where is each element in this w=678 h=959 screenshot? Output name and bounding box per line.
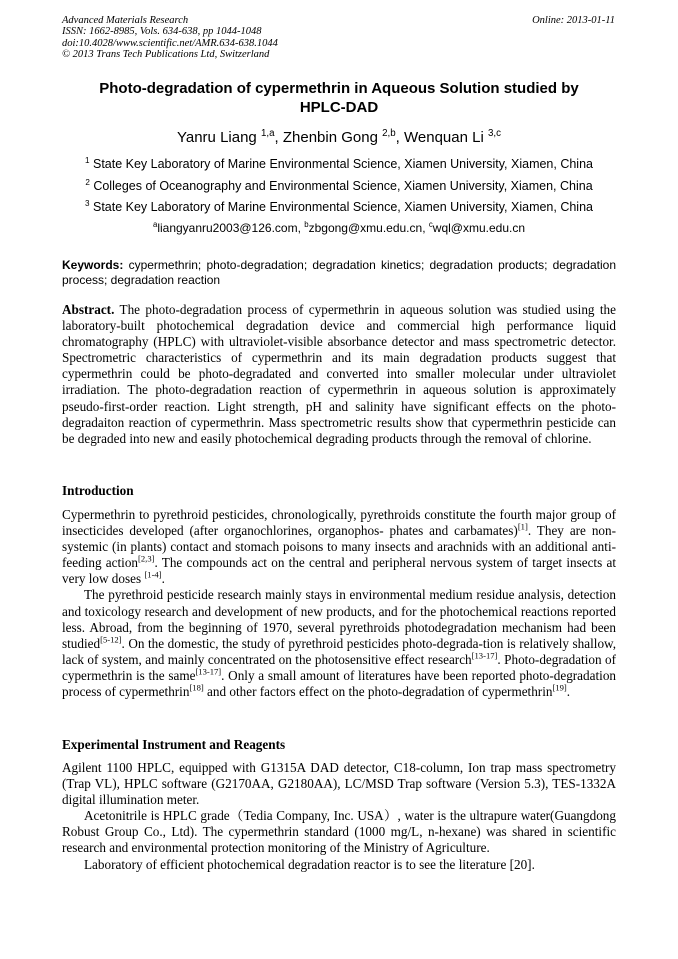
experimental-paragraph-2: Acetonitrile is HPLC grade（Tedia Company, Inc. USA）, water is the ultrapure water(Guangdong Robust Group Co., Ltd). The cypermethrin standard (1000 mg/L, n-hexane) was shared in scientific research and environmental protection monitoring of the Ministry of Agriculture. bbox=[62, 808, 616, 856]
email-address: wql@xmu.edu.cn bbox=[432, 221, 526, 235]
author-list: Yanru Liang $^{1,a}$, Zhenbin Gong $^{2,b}$, Wenquan Li $^{3,c}$ bbox=[176, 128, 501, 146]
email-address: zbgong@xmu.edu.cn, bbox=[308, 221, 426, 235]
text-run: . Only a small amount of literatures have been reported photo-degradation process of cypermethrin bbox=[62, 667, 617, 700]
text-run: and other factors effect on the photo-degradation of cypermethrin bbox=[203, 684, 553, 700]
abstract-block bbox=[62, 302, 616, 447]
introduction-heading: Introduction bbox=[62, 483, 134, 498]
email-address: liangyanru2003@126.com, bbox=[157, 221, 301, 235]
text-run: . The compounds act on the central and peripheral nervous system of target insects at very low doses bbox=[62, 555, 617, 587]
text-run: . Photo-degradation of cypermethrin is the same bbox=[62, 651, 617, 683]
online-date: Online: 2013-01-11 bbox=[532, 15, 615, 26]
copyright-line: © 2013 Trans Tech Publications Ltd, Switzerland bbox=[62, 48, 270, 60]
affiliation-text: State Key Laboratory of Marine Environmental Science, Xiamen University, Xiamen, China bbox=[92, 157, 593, 171]
author-sup: 1,a bbox=[260, 128, 275, 139]
issn-line: ISSN: 1662-8985, Vols. 634-638, pp 1044-1048 bbox=[62, 26, 262, 38]
text-run: Cypermethrin to pyrethroid pesticides, chronologically, pyrethroids constitute the fourth major group of insecticides developed (after organochlorines, organophos- phates and carbamates) bbox=[62, 507, 616, 539]
email-sup: b bbox=[304, 220, 309, 229]
author-name: Zhenbin Gong bbox=[282, 129, 378, 146]
affiliation-2 bbox=[62, 179, 616, 194]
title-line-2: HPLC-DAD bbox=[299, 99, 379, 116]
keywords-text: cypermethrin; photo-degradation; degradation kinetics; degradation products; degradation process; degradation reaction bbox=[62, 258, 617, 287]
affiliation-sup: 2 bbox=[85, 177, 90, 187]
keywords-label: Keywords: bbox=[62, 258, 124, 272]
keywords-block bbox=[62, 258, 616, 288]
journal-header bbox=[62, 15, 278, 60]
text-run: . bbox=[161, 571, 165, 587]
text-run: . bbox=[566, 684, 571, 700]
citation: [13-17] bbox=[471, 650, 498, 661]
intro-paragraph-1 bbox=[62, 507, 616, 587]
experimental-heading: Experimental Instrument and Reagents bbox=[62, 737, 286, 752]
affiliation-sup: 1 bbox=[84, 155, 90, 165]
citation: [13-17] bbox=[195, 666, 222, 677]
author-sup: 3,c bbox=[487, 128, 501, 139]
author-sup: 2,b bbox=[382, 128, 396, 139]
text-run: . On the domestic, the study of pyrethroid pesticides photo-degrada-tion is relatively shallow, lack of system, and mainly concentrated on the photosensitive effect research bbox=[62, 635, 616, 667]
citation: [5-12] bbox=[100, 634, 122, 645]
abstract-label: Abstract. bbox=[62, 302, 115, 317]
email-sup: c bbox=[428, 220, 433, 229]
citation: [1] bbox=[517, 521, 528, 532]
citation: [2,3] bbox=[138, 553, 155, 564]
experimental-paragraph-1: Agilent 1100 HPLC, equipped with G1315A DAD detector, C18-column, Ion trap mass spectrometry (Trap VL), HPLC software (G2170AA, G2180AA), LC/MSD Trap software (Version 5.3), TES-1332A digital illumination meter. bbox=[62, 760, 616, 808]
text-run: . They are non-systemic (in plants) contact and stomach poisons to many insects and arachnids with an additional anti-feeding action bbox=[62, 523, 617, 571]
email-sup: a bbox=[152, 220, 158, 229]
author-name: Yanru Liang bbox=[176, 129, 257, 146]
text-run: The pyrethroid pesticide research mainly stays in environmental medium residue analysis, detection and toxicology research and development of new products, and for the photochemical reactions reported less. Abroad, from the beginning of 1970, several pyrethroids photodegradation mechanism had been studied bbox=[62, 587, 616, 651]
email-list bbox=[62, 221, 616, 236]
affiliation-3 bbox=[62, 200, 616, 215]
author-name: Wenquan Li bbox=[404, 129, 484, 146]
citation: [1-4] bbox=[144, 569, 162, 580]
affiliation-text: State Key Laboratory of Marine Environmental Science, Xiamen University, Xiamen, China bbox=[92, 200, 593, 214]
title-line-1: Photo-degradation of cypermethrin in Aqueous Solution studied by bbox=[99, 80, 579, 97]
experimental-body bbox=[62, 760, 616, 873]
journal-name: Advanced Materials Research bbox=[62, 15, 189, 26]
citation: [19] bbox=[552, 682, 567, 693]
affiliation-text: Colleges of Oceanography and Environmental Science, Xiamen University, Xiamen, China bbox=[93, 179, 593, 193]
citation: [18] bbox=[189, 682, 204, 693]
introduction-body bbox=[62, 507, 616, 700]
abstract-text: The photo-degradation process of cypermethrin in aqueous solution was studied using the laboratory-built photochemical degradation device and commercial high performance liquid chromatography (HPLC) with ultraviolet-visible absorbance detector and mass spectrometric detector. Spectrometric characteristics of cypermethrin and its main degradation products suggest that cypermethrin could be photo-degradated and converted into smaller molecular under ultraviolet irradiation. The photo-degradation reaction of cypermethrin in aqueous solution is approximately pseudo-first-order reaction. Light strength, pH and salinity have significant effects on the photo-degradaiton reaction of cypermethrin. Mass spectrometric results show that cypermethrin pesticide can be degraded into new and easily photochemical degrading products through the removal of chlorine. bbox=[62, 302, 617, 446]
paper-title bbox=[62, 79, 616, 117]
intro-paragraph-2 bbox=[62, 587, 616, 700]
affiliation-sup: 3 bbox=[84, 198, 90, 208]
doi-line: doi:10.4028/www.scientific.net/AMR.634-638.1044 bbox=[62, 37, 278, 49]
experimental-paragraph-3: Laboratory of efficient photochemical degradation reactor is to see the literature [20]. bbox=[84, 856, 535, 872]
affiliation-1 bbox=[62, 157, 616, 172]
